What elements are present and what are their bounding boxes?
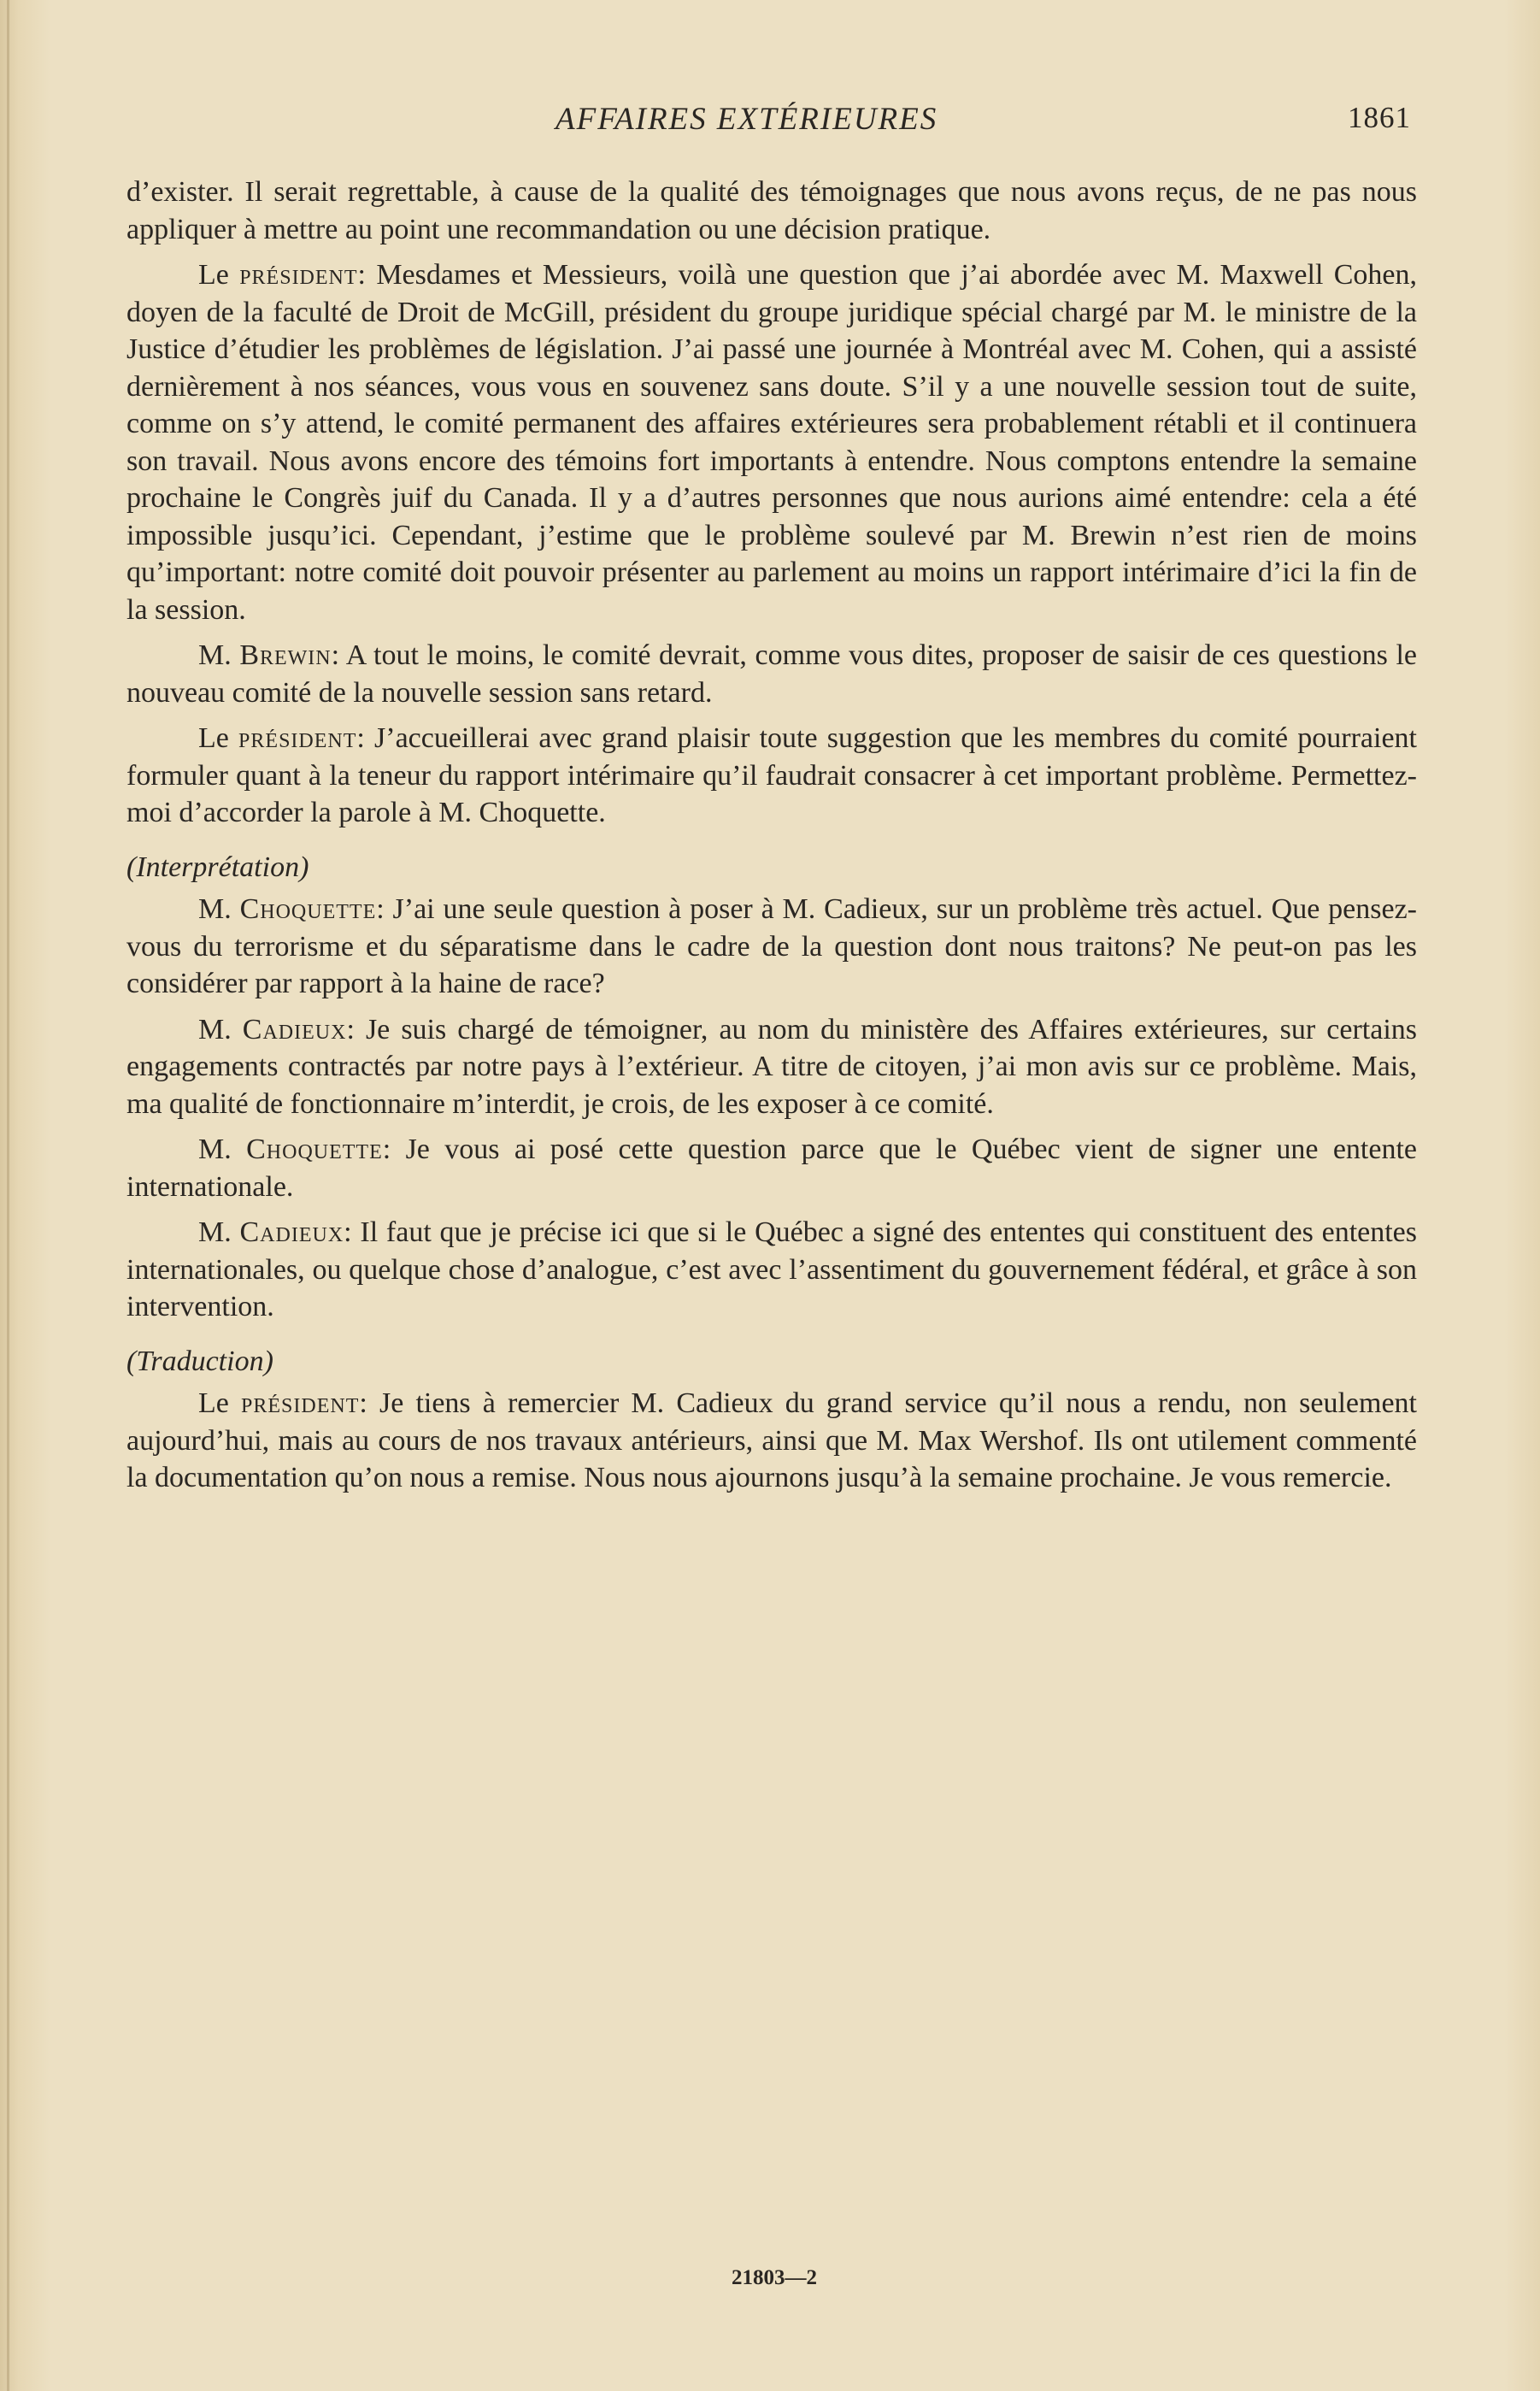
speaker-name: président xyxy=(238,722,357,754)
running-title: AFFAIRES EXTÉRIEURES xyxy=(555,102,938,137)
speaker-prefix: M. xyxy=(198,1134,247,1165)
speaker-prefix: Le xyxy=(198,1387,242,1419)
page-spine-shadow xyxy=(7,0,9,2391)
page-header xyxy=(0,101,1540,149)
paragraph-continuation xyxy=(126,174,1417,248)
paragraph-text: : Je tiens à remercier M. Cadieux du grand service qu’il nous a rendu, non seulement aujourd’hui, mais au cours de nos travaux antérieurs, ainsi que M. Max Wershof. Ils ont utilement commenté la documentation qu’on nous a remise. Nous nous ajournons jusqu’à la semaine prochaine. Je vous remercie. xyxy=(126,1387,1418,1493)
paragraph-text: : Mesdames et Messieurs, voilà une question que j’ai abordée avec M. Maxwell Cohen, doyen de la faculté de Droit de McGill, président du groupe juridique spécial chargé par M. le ministre de la Justice d’étudier les problèmes de législation. J’ai passé une journée à Montréal avec M. Cohen, qui a assisté dernièrement à nos séances, vous vous en souvenez sans doute. S’il y a une nouvelle session tout de suite, comme on s’y attend, le comité permanent des affaires extérieures sera probablement rétabli et il continuera son travail. Nous avons encore des témoins fort importants à entendre. Nous comptons entendre la semaine prochaine le Congrès juif du Canada. Il y a d’autres personnes que nous aurions aimé entendre: cela a été impossible jusqu’ici. Cependant, j’estime que le problème soulevé par M. Brewin n’est rien de moins qu’important: notre comité doit pouvoir présenter au parlement au moins un rapport intérimaire d’ici la fin de la session. xyxy=(126,259,1418,626)
paragraph-brewin xyxy=(126,637,1417,711)
paragraph-choquette-2 xyxy=(126,1131,1417,1205)
page-number: 1861 xyxy=(1348,101,1411,134)
speaker-name: président xyxy=(239,259,358,291)
speaker-prefix: M. xyxy=(198,1216,240,1248)
paragraph-cadieux-1 xyxy=(126,1011,1417,1123)
paragraph-president-3 xyxy=(126,1385,1417,1497)
speaker-name: Cadieux xyxy=(242,1013,347,1045)
paragraph-text: : Je vous ai posé cette question parce que le Québec vient de signer une entente internationale. xyxy=(126,1134,1417,1203)
speaker-prefix: M. xyxy=(198,893,240,925)
speaker-name: Choquette xyxy=(239,893,377,925)
speaker-name: président xyxy=(241,1387,360,1419)
paragraph-text: : J’accueillerai avec grand plaisir toute suggestion que les membres du comité pourraient formuler quant à la teneur du rapport intérimaire qu’il faudrait consacrer à cet important problème. Permettez-moi d’accorder la parole à M. Choquette. xyxy=(126,722,1418,828)
paragraph-choquette-1 xyxy=(126,891,1417,1003)
speaker-prefix: Le xyxy=(198,722,239,754)
speaker-name: Choquette xyxy=(246,1134,383,1165)
paragraph-text: d’exister. Il serait regrettable, à cause de la qualité des témoignages que nous avons reçus, de ne pas nous appliquer à mettre au point une recommandation ou une décision pratique. xyxy=(126,176,1417,245)
speaker-prefix: M. xyxy=(198,639,240,671)
body-text xyxy=(126,174,1417,1505)
speaker-name: Cadieux xyxy=(239,1216,344,1248)
paragraph-text: : Il faut que je précise ici que si le Québec a signé des ententes qui constituent des ententes internationales, ou quelque chose d’analogue, c’est avec l’assentiment du gouvernement fédéral, et grâce à son intervention. xyxy=(126,1216,1417,1322)
paragraph-president-1 xyxy=(126,256,1417,628)
paragraph-text: : A tout le moins, le comité devrait, comme vous dites, proposer de saisir de ces questions le nouveau comité de la nouvelle session sans retard. xyxy=(126,639,1417,709)
paragraph-president-2 xyxy=(126,720,1417,832)
speaker-prefix: Le xyxy=(198,259,240,291)
speaker-name: Brewin xyxy=(239,639,332,671)
paragraph-text: : Je suis chargé de témoigner, au nom du ministère des Affaires extérieures, sur certains engagements contractés par notre pays à l’extérieur. A titre de citoyen, j’ai mon avis sur ce problème. Mais, ma qualité de fonctionnaire m’interdit, je crois, de les exposer à ce comité. xyxy=(126,1013,1417,1120)
paragraph-cadieux-2 xyxy=(126,1214,1417,1326)
paragraph-text: : J’ai une seule question à poser à M. Cadieux, sur un problème très actuel. Que pensez-vous du terrorisme et du séparatisme dans le cadre de la question dont nous traitons? Ne peut-on pas les considérer par rapport à la haine de race? xyxy=(126,893,1417,999)
footer-signature-code: 21803—2 xyxy=(732,2266,817,2289)
section-tag-interpretation: (Interprétation) xyxy=(126,851,309,883)
section-tag-traduction: (Traduction) xyxy=(126,1345,273,1377)
speaker-prefix: M. xyxy=(198,1013,243,1045)
